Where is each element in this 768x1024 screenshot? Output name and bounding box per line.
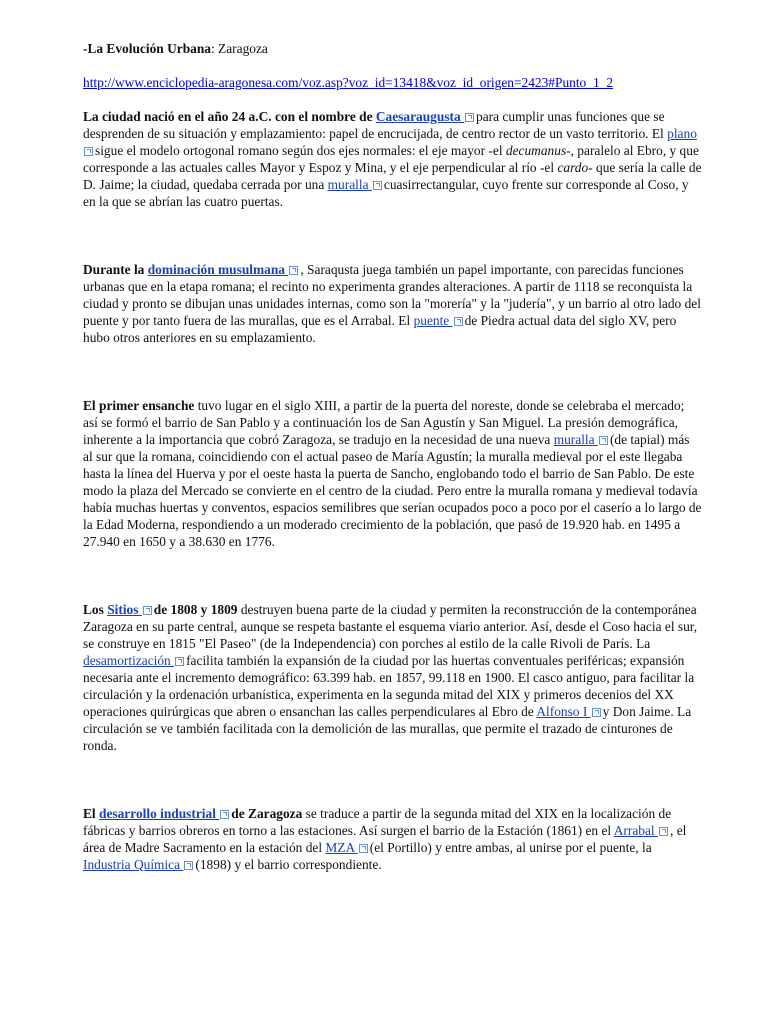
paragraph-origins [83, 108, 702, 210]
paragraph-sitios [83, 601, 702, 754]
paragraph-musulmana [83, 261, 702, 346]
external-link-icon [465, 113, 474, 122]
link-dominacion-musulmana[interactable]: dominación musulmana [147, 262, 289, 277]
paragraph-desarrollo-industrial [83, 805, 702, 873]
link-sitios[interactable]: Sitios [107, 602, 142, 617]
link-alfonso-i[interactable]: Alfonso I [536, 704, 591, 719]
p5-text-3: (el Portillo) y entre ambas, al unirse por el puente, la [369, 840, 652, 855]
p3-lead: El primer ensanche [83, 398, 195, 413]
p2-text-1: , Saraqusta juega también un papel importante, con parecidas funciones urbanas que en la etapa romana; el recinto no experimenta grandes alteraciones. A partir de 1118 se reconquista la ciudad y pronto se dibujan unas unidades internas, como son la "morería" y la "judería", y un barrio al otro lado del puente y por tanto fuera de las murallas, que es el Arrabal. El [83, 262, 701, 328]
p1-text-3: -, paralelo al Ebro, y que corresponde a las actuales calles Mayor y Espoz y Mina, y el eje perpendicular al río -el [83, 143, 699, 175]
link-arrabal[interactable]: Arrabal [613, 823, 658, 838]
paragraph-primer-ensanche [83, 397, 702, 550]
link-caesaraugusta[interactable]: Caesaraugusta [375, 109, 465, 124]
external-link-icon [184, 861, 193, 870]
p4-text-1: destruyen buena parte de la ciudad y permiten la reconstrucción de la contemporánea Zaragoza en su parte central, aunque se respeta bastante el esquema viario anterior. Así, desde el Coso hacia el sur, se construye en 1815 "El Paseo" (de la Independencia) con porches al estilo de la calle Rivoli de París. La [83, 602, 698, 651]
p5-text-4: (1898) y el barrio correspondiente. [195, 857, 382, 872]
external-link-icon [359, 844, 368, 853]
link-puente[interactable]: puente [413, 313, 453, 328]
p3-text-2: (de tapial) más al sur que la romana, coincidiendo con el actual paseo de María Agustín; la muralla medieval por el este llegaba hasta la línea del Huerva y por el oeste hasta la puerta de Sancho, englobando todo el barrio de San Pablo. De este modo la plaza del Mercado se convierte en el centro de la ciudad. Pero entre la muralla romana y medieval todavía había muchas huertas y conventos, espacios semilibres que serían ocupados poco a poco por el caserío a lo largo de la Edad Moderna, respondiendo a un moderado crecimiento de la población, que pasó de 19.920 hab. en 1495 a 27.940 en 1650 y a 38.630 en 1776. [83, 432, 702, 549]
external-link-icon [84, 147, 93, 156]
external-link-icon [143, 606, 152, 615]
title-rest: : Zaragoza [210, 41, 268, 56]
external-link-icon [592, 708, 601, 717]
link-muralla[interactable]: muralla [327, 177, 372, 192]
link-desarrollo-industrial[interactable]: desarrollo industrial [99, 806, 220, 821]
p4-text-2: facilita también la expansión de la ciudad por las huertas conventuales periféricas; expansión necesaria ante el incremento demográfico: 63.399 hab. en 1857, 99.118 en 1900. El casco antiguo, para facilitar la circulación y la ordenación urbanística, experimenta en la segunda mitad del XIX y primeros decenios del XX operaciones quirúrgicas que abren o ensanchan las calles perpendiculares al Ebro de [83, 653, 695, 719]
link-plano[interactable]: plano [667, 126, 697, 141]
link-mza[interactable]: MZA [325, 840, 358, 855]
source-url-line [83, 74, 702, 91]
document-title [83, 40, 702, 57]
p1-text-4: - que sería la calle de D. Jaime; la ciudad, quedaba cerrada por una [83, 160, 702, 192]
p2-lead: Durante la [83, 262, 148, 277]
p1-text-5: cuasirrectangular, cuyo frente sur corresponde al Coso, y en la que se abrían las cuatro puertas. [83, 177, 689, 209]
p4-lead-1: Los [83, 602, 108, 617]
external-link-icon [454, 317, 463, 326]
link-industria-quimica[interactable]: Industria Química [83, 857, 184, 872]
title-bold: -La Evolución Urbana [83, 41, 211, 56]
p5-text-1: se traduce a partir de la segunda mitad del XIX en la localización de fábricas y barrios obreros en torno a las estaciones. Así surgen el barrio de la Estación (1861) en el [83, 806, 672, 838]
external-link-icon [599, 436, 608, 445]
external-link-icon [289, 266, 298, 275]
p1-lead: La ciudad nació en el año 24 a.C. con el nombre de [83, 109, 376, 124]
link-desamortizacion[interactable]: desamortización [83, 653, 175, 668]
p4-lead-2: de 1808 y 1809 [153, 602, 238, 617]
p2-text-2: de Piedra actual data del siglo XV, pero hubo otros anteriores en su emplazamiento. [83, 313, 677, 345]
p5-text-2: , el área de Madre Sacramento en la estación del [83, 823, 687, 855]
link-muralla-2[interactable]: muralla [553, 432, 598, 447]
external-link-icon [659, 827, 668, 836]
p5-lead-1: El [83, 806, 99, 821]
p3-text-1: tuvo lugar en el siglo XIII, a partir de la puerta del noreste, donde se celebraba el mercado; así se formó el barrio de San Pablo y a continuación los de San Agustín y San Miguel. La presión demográfica, inherente a la importancia que cobró Zaragoza, se tradujo en la necesidad de una nueva [83, 398, 685, 447]
p1-text-2: sigue el modelo ortogonal romano según dos ejes normales: el eje mayor -el [95, 143, 506, 158]
external-link-icon [373, 181, 382, 190]
p4-text-3: y Don Jaime. La circulación se ve también facilitada con la demolición de las murallas, que permite el trazado de cinturones de ronda. [83, 704, 692, 753]
source-url-link[interactable]: http://www.enciclopedia-aragonesa.com/voz.asp?voz_id=13418&voz_id_origen=2423#Punto_1_2 [83, 75, 614, 90]
external-link-icon [220, 810, 229, 819]
p1-text-1: para cumplir unas funciones que se desprenden de su situación y emplazamiento: papel de encrucijada, de centro rector de un vasto territorio. El [83, 109, 668, 141]
external-link-icon [175, 657, 184, 666]
p1-em-decumanus: decumanus [505, 143, 567, 158]
p5-lead-2: de Zaragoza [231, 806, 303, 821]
p1-em-cardo: cardo [557, 160, 589, 175]
